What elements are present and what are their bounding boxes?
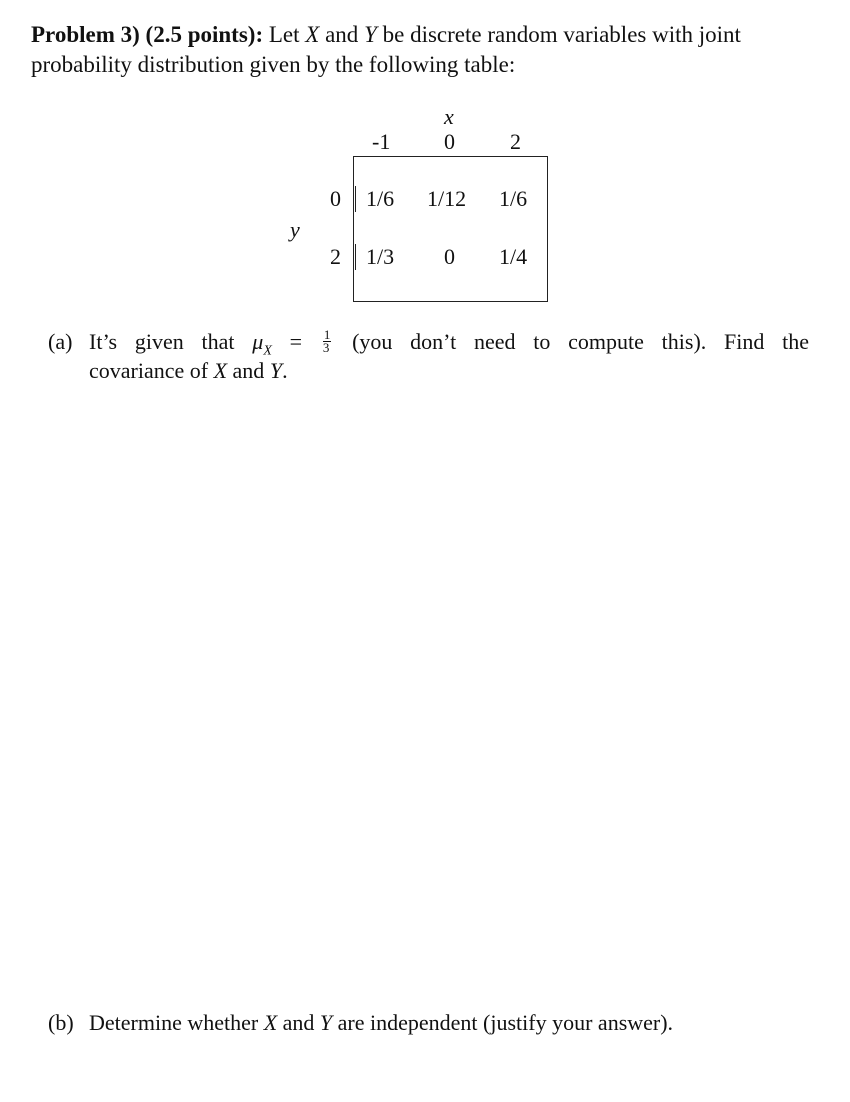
fraction-one-third [323,329,332,354]
x-value-header: 2 [510,129,521,154]
table-cell: 1/6 [366,186,395,211]
part-b-text-start: Determine whether [89,1010,259,1035]
row-divider [355,186,356,212]
fraction-numerator: 1 [323,327,331,343]
row-divider [355,244,356,270]
variable-x: X [305,22,320,47]
table-cell: 1/4 [499,244,528,269]
table-cell: 0 [444,244,455,269]
variable-y: Y [319,1010,333,1035]
part-a-text: covariance of [89,358,209,383]
fraction-denominator: 3 [322,340,330,356]
intro-text: Let [268,22,300,47]
mu-subscript: X [263,343,272,359]
x-value-header: -1 [372,129,391,154]
part-b-text-end: are independent (justify your answer). [337,1010,674,1035]
x-value-header: 0 [444,129,455,154]
intro-text-continued: be discrete random variables with joint probability distribution given by the following table: [31,22,741,77]
table-cell: 1/6 [499,186,528,211]
part-a-label: (a) [48,329,73,354]
part-a-text: (you don’t need to compute this). Find the [352,329,810,354]
table-cell: 1/12 [427,186,467,211]
variable-y: Y [364,22,377,47]
variable-y: Y [269,358,283,383]
x-axis-label: x [444,104,454,129]
part-b-label: (b) [48,1010,74,1035]
table-cell: 1/3 [366,244,395,269]
period: . [282,358,288,383]
mu-symbol: μ [252,329,264,354]
variable-x: X [213,358,228,383]
and-text: and [282,1010,315,1035]
variable-x: X [263,1010,278,1035]
part-a-text: It’s given that [89,329,235,354]
y-value-header: 0 [330,186,341,211]
part-b-text [89,1008,673,1038]
problem-statement [31,20,821,80]
table-frame [353,156,548,302]
problem-label: Problem 3) (2.5 points): [31,22,264,47]
and-text: and [232,358,265,383]
equals-sign: = [289,329,303,354]
y-axis-label: y [290,217,300,242]
and-text: and [325,22,359,47]
part-a-line-2 [89,356,288,386]
y-value-header: 2 [330,244,341,269]
